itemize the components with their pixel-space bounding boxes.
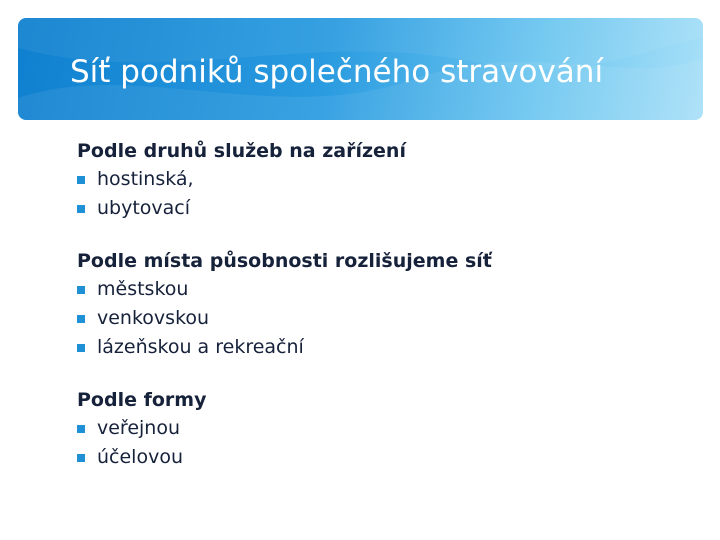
title-banner [18, 18, 703, 120]
square-bullet-icon [77, 286, 85, 294]
square-bullet-icon [77, 315, 85, 323]
list-item-label: účelovou [97, 446, 183, 468]
group-location [77, 247, 677, 362]
list-item-label: ubytovací [97, 197, 191, 219]
list-item [77, 275, 677, 304]
square-bullet-icon [77, 454, 85, 462]
square-bullet-icon [77, 176, 85, 184]
group-heading: Podle místa působnosti rozlišujeme síť [77, 250, 492, 272]
bullet-list [77, 414, 677, 472]
square-bullet-icon [77, 425, 85, 433]
list-item-label: venkovskou [97, 307, 210, 329]
square-bullet-icon [77, 205, 85, 213]
list-item-label: hostinská, [97, 168, 194, 190]
list-item [77, 304, 677, 333]
slide-title: Síť podniků společného stravování [70, 54, 604, 90]
list-item [77, 165, 677, 194]
group-service-type [77, 137, 677, 223]
slide-content [77, 137, 677, 496]
list-item-label: lázeňskou a rekreační [97, 336, 304, 358]
list-item [77, 443, 677, 472]
bullet-list [77, 275, 677, 362]
list-item [77, 333, 677, 362]
group-heading: Podle formy [77, 389, 207, 411]
bullet-list [77, 165, 677, 223]
group-form [77, 386, 677, 472]
square-bullet-icon [77, 344, 85, 352]
group-heading: Podle druhů služeb na zařízení [77, 140, 406, 162]
list-item-label: veřejnou [97, 417, 181, 439]
list-item [77, 414, 677, 443]
list-item [77, 194, 677, 223]
list-item-label: městskou [97, 278, 189, 300]
